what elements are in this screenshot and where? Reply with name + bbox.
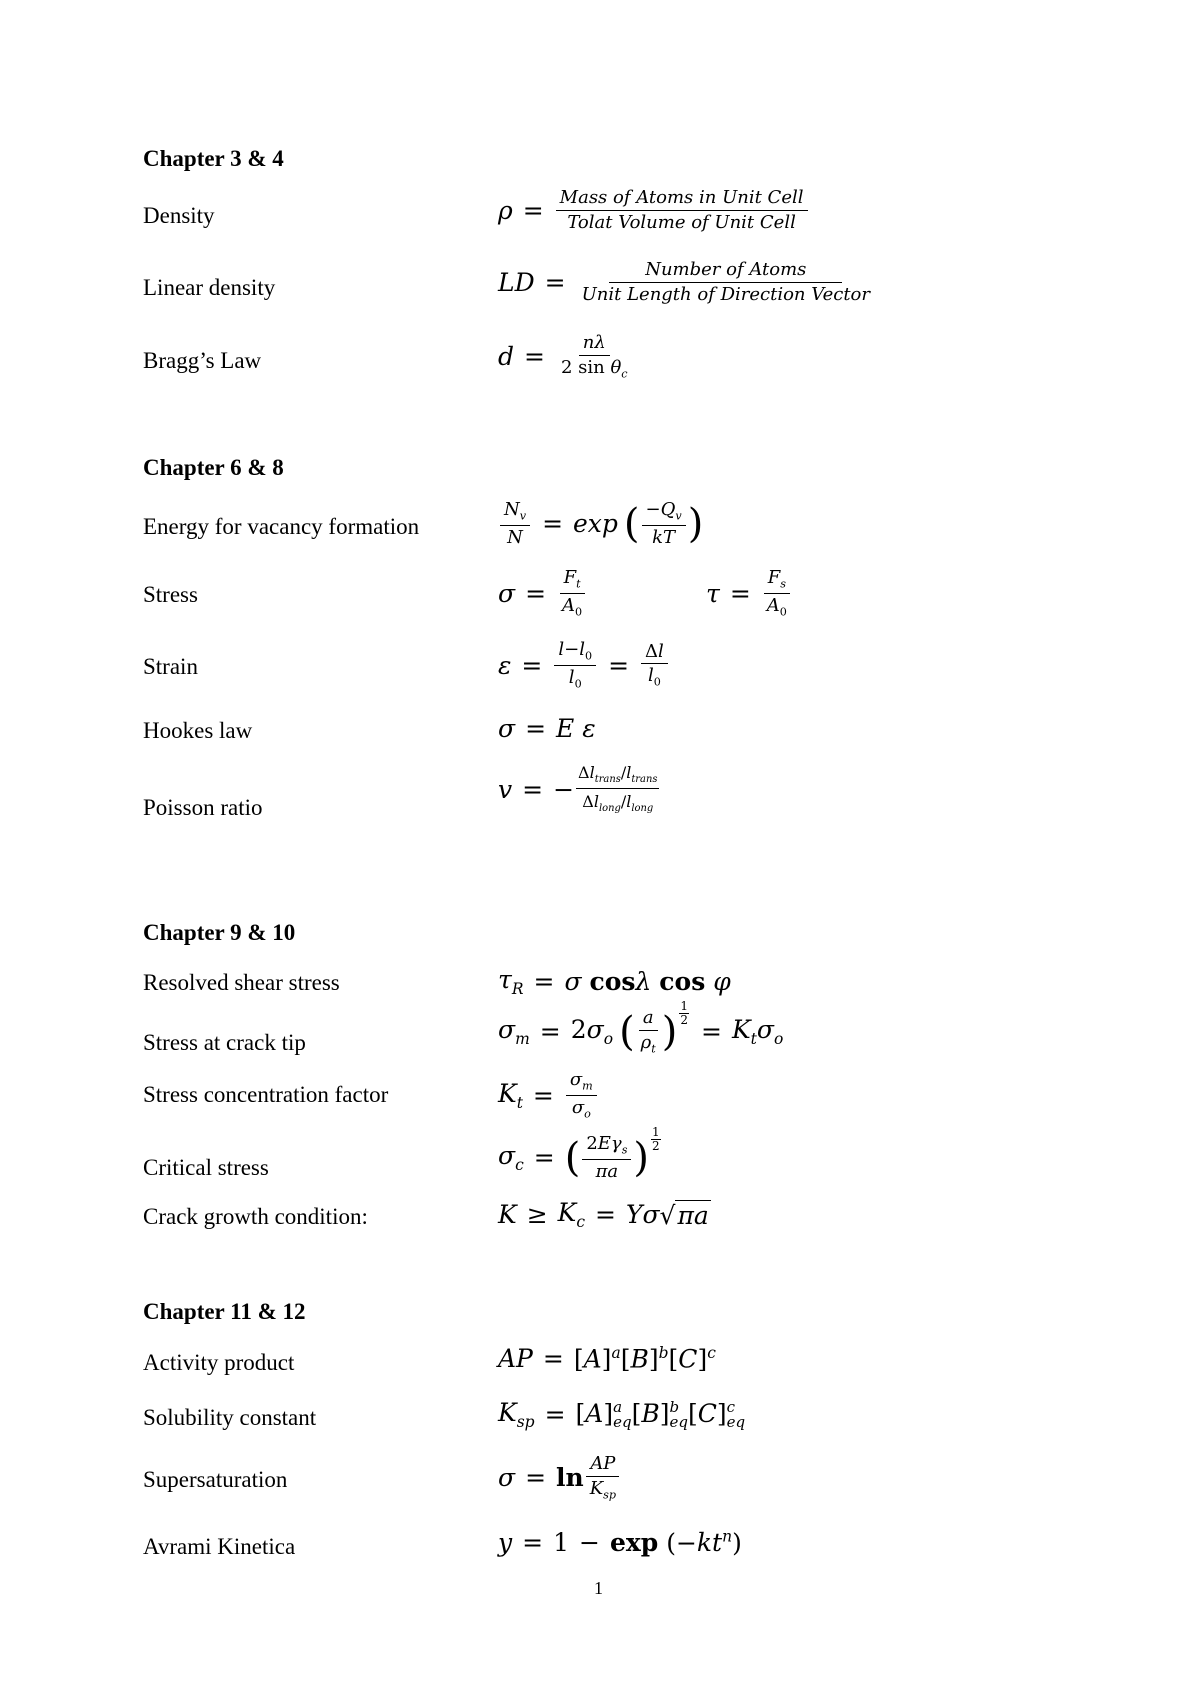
label-stress: Stress: [143, 582, 198, 607]
formula-density: ρ = $\frac{\text{Mass of Atoms in Unit Cell}}{\text{Tolat Volume of Unit Cell}}$: [498, 188, 810, 233]
formula-hookes-law: σ = E ε: [498, 714, 596, 743]
label-supersaturation: Supersaturation: [143, 1467, 288, 1492]
label-hookes-law: Hookes law: [143, 718, 253, 743]
label-linear-density: Linear density: [143, 275, 276, 300]
formula-shear-stress: τ = $\frac{F_s}{A_0}$: [706, 568, 793, 619]
formula-concentration-factor: $K_t$ = $\frac{\sigma_m}{\sigma_o}$: [498, 1070, 599, 1121]
formula-crack-growth: K ≥ $K_c$ = Yσ √ πa: [498, 1198, 709, 1231]
label-resolved-shear: Resolved shear stress: [143, 970, 340, 995]
formula-vacancy: $\frac{N_v}{N}$ = exp ( $\frac{-Q_v}{kT}$ ): [498, 500, 703, 548]
label-density: Density: [143, 203, 215, 228]
label-crack-tip: Stress at crack tip: [143, 1030, 306, 1055]
page-number: 1: [594, 1578, 603, 1598]
formula-linear-density: LD = $\frac{\text{Number of Atoms}}{\text{Unit Length of Direction Vector}}$: [498, 260, 876, 305]
chapter-heading: Chapter 3 & 4: [143, 146, 284, 171]
density-denominator: Tolat Volume of Unit Cell: [567, 211, 796, 233]
density-numerator: Mass of Atoms in Unit Cell: [556, 188, 808, 211]
label-solubility-constant: Solubility constant: [143, 1405, 317, 1430]
formula-solubility-constant: $K_{sp}$ = [A] a eq [B] b eq [C] c eq: [498, 1398, 746, 1432]
formula-resolved-shear: $\tau_R$ = σ cos λ cos φ: [498, 965, 731, 998]
label-critical-stress: Critical stress: [143, 1155, 269, 1180]
formula-critical-stress: $\sigma_c$ = ( $\frac{2E\gamma_s}{\pi a}$ ) $^{\frac{1}{2}}$: [498, 1125, 660, 1182]
formula-supersaturation: σ = ln $\frac{AP}{K_{sp}}$: [498, 1454, 622, 1502]
label-vacancy: Energy for vacancy formation: [143, 514, 420, 539]
label-activity-product: Activity product: [143, 1350, 295, 1375]
label-braggs-law: Bragg’s Law: [143, 348, 262, 373]
label-strain: Strain: [143, 654, 198, 679]
chapter-heading: Chapter 11 & 12: [143, 1299, 306, 1324]
label-poisson-ratio: Poisson ratio: [143, 795, 263, 820]
ld-denominator: Unit Length of Direction Vector: [581, 283, 870, 305]
chapter-heading: Chapter 6 & 8: [143, 455, 284, 480]
formula-avrami: y = 1 − exp $(-kt^n)$: [498, 1528, 742, 1558]
formula-normal-stress: σ = $\frac{F_t}{A_0}$: [498, 568, 588, 619]
formula-poisson-ratio: v = − $\frac{\Delta l_{trans}/l_{trans}}{\Delta l_{long}/l_{long}}$: [498, 763, 658, 815]
formula-crack-tip: $\sigma_m$ = $2\sigma_o$ ( $\frac{a}{\rho_t}$ ) $^{\frac{1}{2}}$ = $K_t\sigma_o$: [498, 999, 784, 1056]
formula-activity-product: AP = $[A]^a[B]^b[C]^c$: [498, 1344, 716, 1374]
formula-strain: ε = $\frac{l-l_0}{l_0}$ = $\frac{\Delta l}{l_0}$: [498, 640, 670, 691]
ld-numerator: Number of Atoms: [609, 260, 842, 283]
label-concentration-factor: Stress concentration factor: [143, 1082, 389, 1107]
label-avrami: Avrami Kinetica: [143, 1534, 296, 1559]
chapter-heading: Chapter 9 & 10: [143, 920, 296, 945]
formula-braggs-law: d = $\frac{n\lambda}{2 \sin \theta_c}$: [498, 332, 628, 381]
label-crack-growth: Crack growth condition:: [143, 1204, 368, 1229]
